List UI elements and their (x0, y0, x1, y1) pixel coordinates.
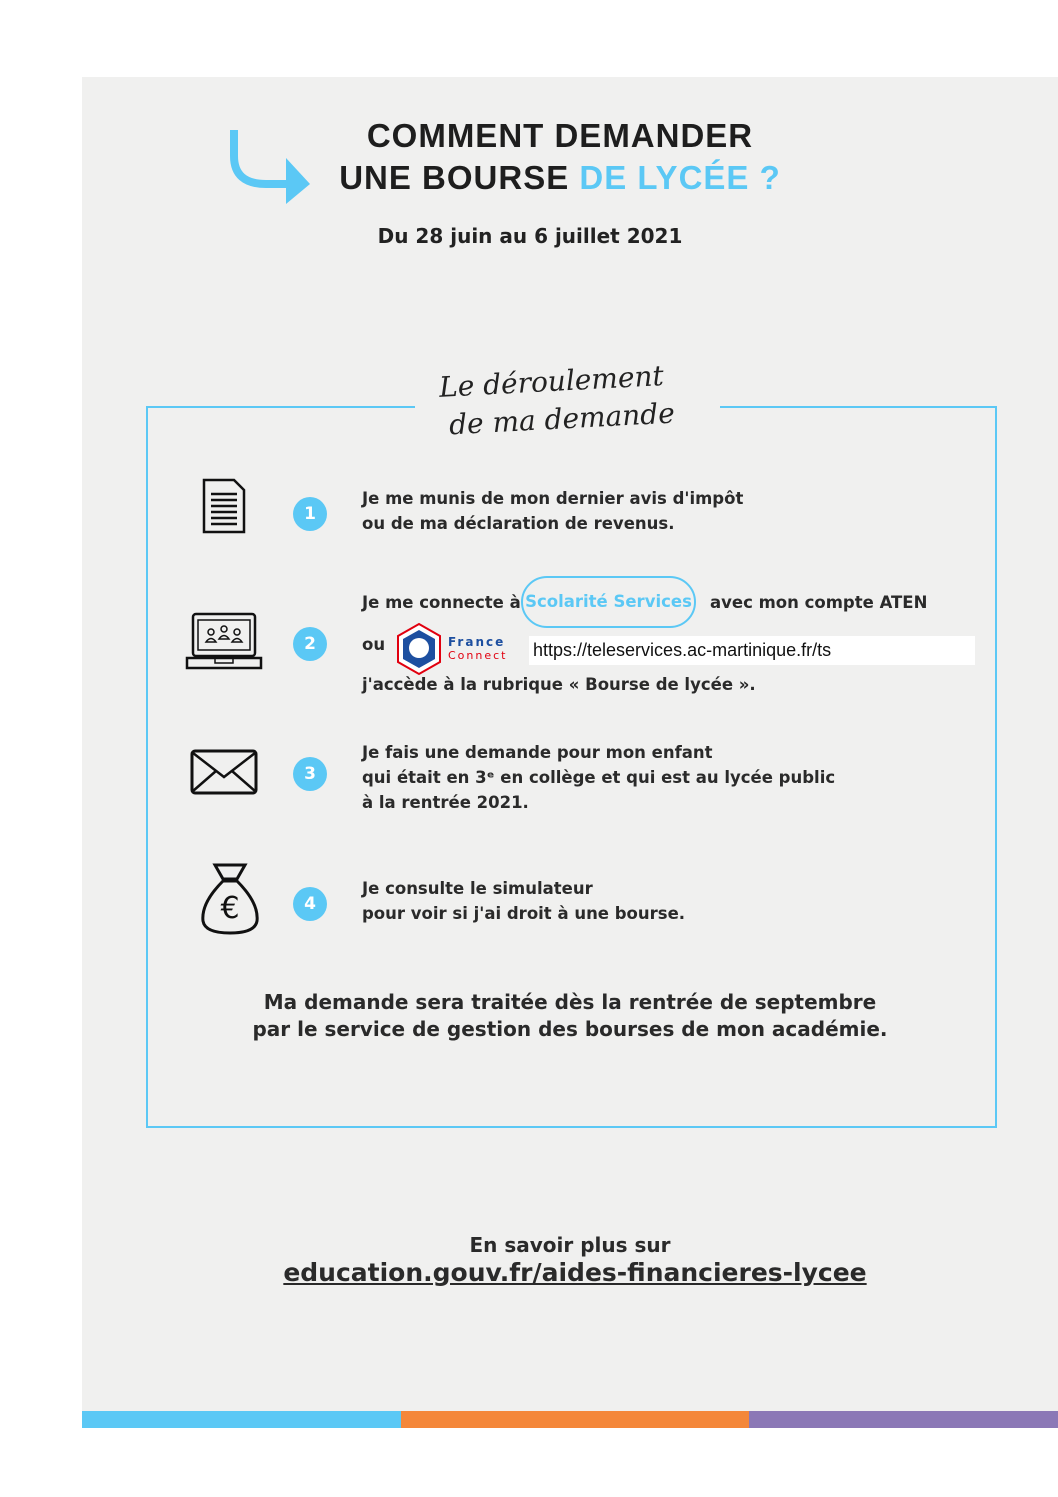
step-number-4: 4 (293, 887, 327, 921)
step-3-text (362, 740, 835, 815)
stripe-purple (749, 1411, 1058, 1428)
step-number-1: 1 (293, 497, 327, 531)
title-blue: DE LYCÉE ? (579, 159, 781, 196)
section-heading (438, 355, 702, 445)
stripe-orange (401, 1411, 749, 1428)
step-2-prefix: Je me connecte à (362, 593, 521, 612)
note-line2: par le service de gestion des bourses de mon académie. (252, 1017, 888, 1041)
heading-line1: Le déroulement (438, 359, 665, 404)
franceconnect-logo-icon (395, 622, 443, 676)
step-1-line: ou de ma déclaration de revenus. (362, 514, 675, 533)
step-4-line: Je consulte le simulateur (362, 879, 593, 898)
step-1-text (362, 486, 743, 536)
more-info-label: En savoir plus sur (469, 1233, 671, 1257)
svg-text:€: € (220, 891, 240, 926)
step-3-line: qui était en 3ᵉ en collège et qui est au lycée public (362, 768, 836, 787)
date-range: Du 28 juin au 6 juillet 2021 (377, 224, 683, 248)
laptop-icon (185, 612, 263, 672)
money-bag-icon (197, 861, 263, 937)
step-number-3: 3 (293, 757, 327, 791)
franceconnect-line1: France (448, 635, 506, 649)
franceconnect-line2: Connect (448, 649, 508, 662)
franceconnect-button[interactable] (395, 622, 510, 676)
step-3-line: Je fais une demande pour mon enfant (362, 743, 713, 762)
step-1-line: Je me munis de mon dernier avis d'impôt (362, 489, 744, 508)
processing-note (200, 989, 940, 1043)
step-2-or: ou (362, 635, 386, 654)
teleservices-url[interactable]: https://teleservices.ac-martinique.fr/ts (529, 636, 975, 665)
step-4-text (362, 876, 685, 926)
step-2-last: j'accède à la rubrique « Bourse de lycée ». (362, 675, 756, 694)
step-2-suffix: avec mon compte ATEN (710, 593, 928, 612)
scolarite-services-button[interactable]: Scolarité Services (521, 576, 696, 628)
title-line1: COMMENT DEMANDER (366, 117, 754, 154)
step-number-2: 2 (293, 627, 327, 661)
document-icon (202, 478, 246, 534)
title-line2 (300, 159, 820, 197)
heading-line2: de ma demande (448, 396, 676, 442)
more-info-link[interactable]: education.gouv.fr/aides-financieres-lycee (283, 1258, 867, 1287)
step-3-line: à la rentrée 2021. (362, 793, 529, 812)
title-dark: UNE BOURSE (339, 159, 570, 196)
envelope-icon (190, 749, 258, 795)
stripe-blue (82, 1411, 401, 1428)
note-line1: Ma demande sera traitée dès la rentrée de septembre (263, 990, 877, 1014)
step-4-line: pour voir si j'ai droit à une bourse. (362, 904, 686, 923)
